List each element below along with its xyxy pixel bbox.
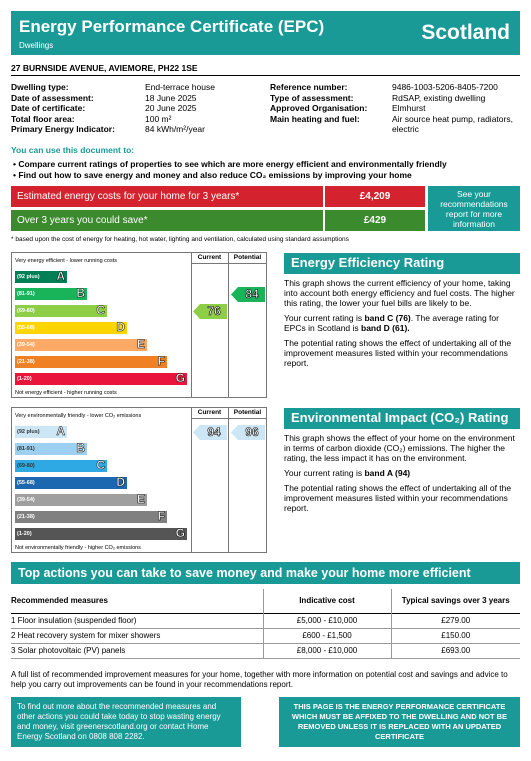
band-a <box>15 271 67 283</box>
detail-label: Main heating and fuel: <box>270 113 360 124</box>
cost-footnote: * based upon the cost of energy for heating, hot water, lighting and ventilation, calculated using standard assumptions <box>11 236 349 243</box>
cost-cell: £8,000 - £10,000 <box>263 643 391 658</box>
band-letter: E <box>136 492 145 506</box>
band-range-label: (81-91) <box>17 291 35 297</box>
details-left-values <box>145 82 265 135</box>
header-cost: Indicative cost <box>263 589 391 613</box>
detail-label: Type of assessment: <box>270 92 354 103</box>
measure-cell: 2 Heat recovery system for mixer showers <box>11 631 161 640</box>
country-label: Scotland <box>421 21 510 44</box>
see-recommendations-box: See your recommendations report for more information <box>428 186 520 231</box>
environmental-impact-chart <box>11 407 267 553</box>
bullet-item: • Find out how to save energy and money and also reduce CO₂ emissions by improving your home <box>13 170 412 180</box>
energy-costs-value: £4,209 <box>359 191 391 202</box>
rating-value: 84 <box>245 287 259 301</box>
band-letter: B <box>76 441 85 455</box>
scale-top-label: Very environmentally friendly - lower CO₂ emissions <box>15 413 142 419</box>
band-b <box>15 288 87 300</box>
band-e <box>15 494 147 506</box>
cost-cell: £600 - £1,500 <box>263 628 391 643</box>
band-g <box>15 373 187 385</box>
column-header-potential: Potential <box>233 409 262 416</box>
top-actions-title: Top actions you can take to save money and make your home more efficient <box>11 562 520 584</box>
band-range-label: (21-38) <box>17 359 35 365</box>
band-letter: A <box>56 269 65 283</box>
ee-rating-title: Energy Efficiency Rating <box>284 253 520 274</box>
use-doc-bullets <box>13 159 518 181</box>
band-f <box>15 356 167 368</box>
energy-costs-value-cell <box>325 186 425 207</box>
ee-p3: The potential rating shows the effect of undertaking all of the improvement measures listed within your recommendations report. <box>284 338 512 368</box>
table-row <box>11 613 520 628</box>
band-range-label: (39-54) <box>17 497 35 503</box>
band-e <box>15 339 147 351</box>
band-letter: C <box>96 303 105 317</box>
table-row <box>11 643 520 658</box>
band-letter: F <box>157 354 165 368</box>
band-range-label: (55-68) <box>17 480 35 486</box>
band-range-label: (92 plus) <box>17 274 40 280</box>
detail-value: 20 June 2025 <box>145 103 197 113</box>
current-rating-arrow <box>193 304 227 319</box>
ei-p2: Your current rating is band A (94) <box>284 468 411 478</box>
band-letter: E <box>136 337 145 351</box>
details-left-labels <box>11 82 136 135</box>
band-range-label: (55-68) <box>17 325 35 331</box>
ee-p2: Your current rating is band C (76). The average rating for EPCs in Scotland is band D (61). <box>284 313 499 333</box>
scale-top-label: Very energy efficient - lower running costs <box>15 258 118 264</box>
detail-label: Primary Energy Indicator: <box>11 124 115 134</box>
savings-value: £429 <box>363 215 387 226</box>
savings-value-cell <box>325 210 425 231</box>
band-letter: G <box>175 371 185 385</box>
scale-bottom-label: Not environmentally friendly - higher CO₂ emissions <box>15 545 141 551</box>
band-range-label: (81-91) <box>17 446 35 452</box>
rating-value: 96 <box>245 425 259 439</box>
energy-costs-row <box>11 186 323 207</box>
cost-cell: £5,000 - £10,000 <box>263 613 391 628</box>
ee-p1: This graph shows the current efficiency of your home, taking into account both energy efficiency and fuel costs. The higher this rating, the lower your fuel bills are likely to be. <box>284 278 515 308</box>
detail-value: Air source heat pump, radiators, electric <box>392 113 513 134</box>
document-subtitle: Dwellings <box>19 41 54 50</box>
divider <box>11 75 520 76</box>
rating-value: 76 <box>207 304 221 318</box>
band-b <box>15 443 87 455</box>
details-right-values <box>392 82 522 135</box>
more-info-box: To find out more about the recommended measures and other actions you could take today to stop wasting energy and money, visit greenerscotland.org or contact Home Energy Scotland on 0808 808 2282. <box>11 697 241 747</box>
band-range-label: (39-54) <box>17 342 35 348</box>
detail-value: End-terrace house <box>145 82 215 92</box>
ee-rating-text <box>284 278 520 368</box>
band-letter: G <box>175 526 185 540</box>
band-letter: B <box>76 286 85 300</box>
column-header-current: Current <box>197 409 222 416</box>
detail-label: Dwelling type: <box>11 82 69 92</box>
band-letter: C <box>96 458 105 472</box>
detail-label: Reference number: <box>270 82 348 92</box>
detail-label: Date of assessment: <box>11 92 94 103</box>
scale-bottom-label: Not energy efficient - higher running costs <box>15 390 117 396</box>
certificate-notice-box: THIS PAGE IS THE ENERGY PERFORMANCE CERTIFICATE WHICH MUST BE AFFIXED TO THE DWELLING AND NOT BE REMOVED UNLESS IT IS REPLACED WITH AN UPDATED CERTIFICATE <box>279 697 520 747</box>
ei-p3: The potential rating shows the effect of undertaking all of the improvement measures listed within your recommendations report. <box>284 483 512 513</box>
header-measures: Recommended measures <box>11 596 108 606</box>
detail-value: 18 June 2025 <box>145 92 197 103</box>
measure-cell: 3 Solar photovoltaic (PV) panels <box>11 646 126 655</box>
band-d <box>15 477 127 489</box>
savings-cell: £693.00 <box>391 643 520 658</box>
document-title: Energy Performance Certificate (EPC) <box>19 17 325 36</box>
savings-cell: £279.00 <box>391 613 520 628</box>
band-c <box>15 305 107 317</box>
band-letter: D <box>116 475 125 489</box>
measure-cell: 1 Floor insulation (suspended floor) <box>11 616 137 625</box>
band-range-label: (1-20) <box>17 376 32 382</box>
potential-rating-arrow <box>231 287 265 302</box>
band-d <box>15 322 127 334</box>
band-range-label: (21-38) <box>17 514 35 520</box>
measures-table <box>11 589 520 659</box>
ei-rating-title: Environmental Impact (CO₂) Rating <box>284 408 520 429</box>
use-doc-heading: You can use this document to: <box>11 145 135 155</box>
property-address: 27 BURNSIDE AVENUE, AVIEMORE, PH22 1SE <box>11 63 198 73</box>
ei-p1: This graph shows the effect of your home on the environment in terms of carbon dioxide (CO₂) emissions. The higher the rating, the less impact it has on the environment. <box>284 433 515 463</box>
band-letter: D <box>116 320 125 334</box>
column-header-current: Current <box>197 254 222 261</box>
band-a <box>15 426 67 438</box>
savings-row <box>11 210 323 231</box>
table-row <box>11 628 520 643</box>
band-letter: F <box>157 509 165 523</box>
recommendations-note: A full list of recommended improvement measures for your home, together with more information on potential cost and savings and advice to help you carry out improvements can be found in your recommendations report. <box>11 670 508 689</box>
table-header-row <box>11 589 520 613</box>
detail-value: Elmhurst <box>392 103 426 113</box>
savings-cell: £150.00 <box>391 628 520 643</box>
rating-value: 94 <box>207 425 221 439</box>
potential-rating-arrow <box>231 425 265 440</box>
band-range-label: (92 plus) <box>17 429 40 435</box>
current-rating-arrow <box>193 425 227 440</box>
band-range-label: (69-80) <box>17 308 35 314</box>
savings-label: Over 3 years you could save* <box>17 215 148 226</box>
header-banner <box>11 11 520 55</box>
ei-rating-text <box>284 433 520 513</box>
band-f <box>15 511 167 523</box>
detail-value: RdSAP, existing dwelling <box>392 92 486 103</box>
band-g <box>15 528 187 540</box>
detail-value: 84 kWh/m²/year <box>145 124 205 134</box>
band-letter: A <box>56 424 65 438</box>
band-range-label: (1-20) <box>17 531 32 537</box>
bullet-item: • Compare current ratings of properties to see which are more energy efficient and environmentally friendly <box>13 159 447 169</box>
detail-value: 100 m² <box>145 113 172 124</box>
band-c <box>15 460 107 472</box>
detail-label: Approved Organisation: <box>270 103 368 113</box>
detail-value: 9486-1003-5206-8405-7200 <box>392 82 498 92</box>
energy-costs-label: Estimated energy costs for your home for 3 years* <box>17 191 240 202</box>
header-savings: Typical savings over 3 years <box>391 589 520 613</box>
column-header-potential: Potential <box>233 254 262 261</box>
energy-efficiency-chart <box>11 252 267 398</box>
details-right-labels <box>270 82 390 124</box>
detail-label: Date of certificate: <box>11 103 86 113</box>
detail-label: Total floor area: <box>11 113 75 124</box>
band-range-label: (69-80) <box>17 463 35 469</box>
